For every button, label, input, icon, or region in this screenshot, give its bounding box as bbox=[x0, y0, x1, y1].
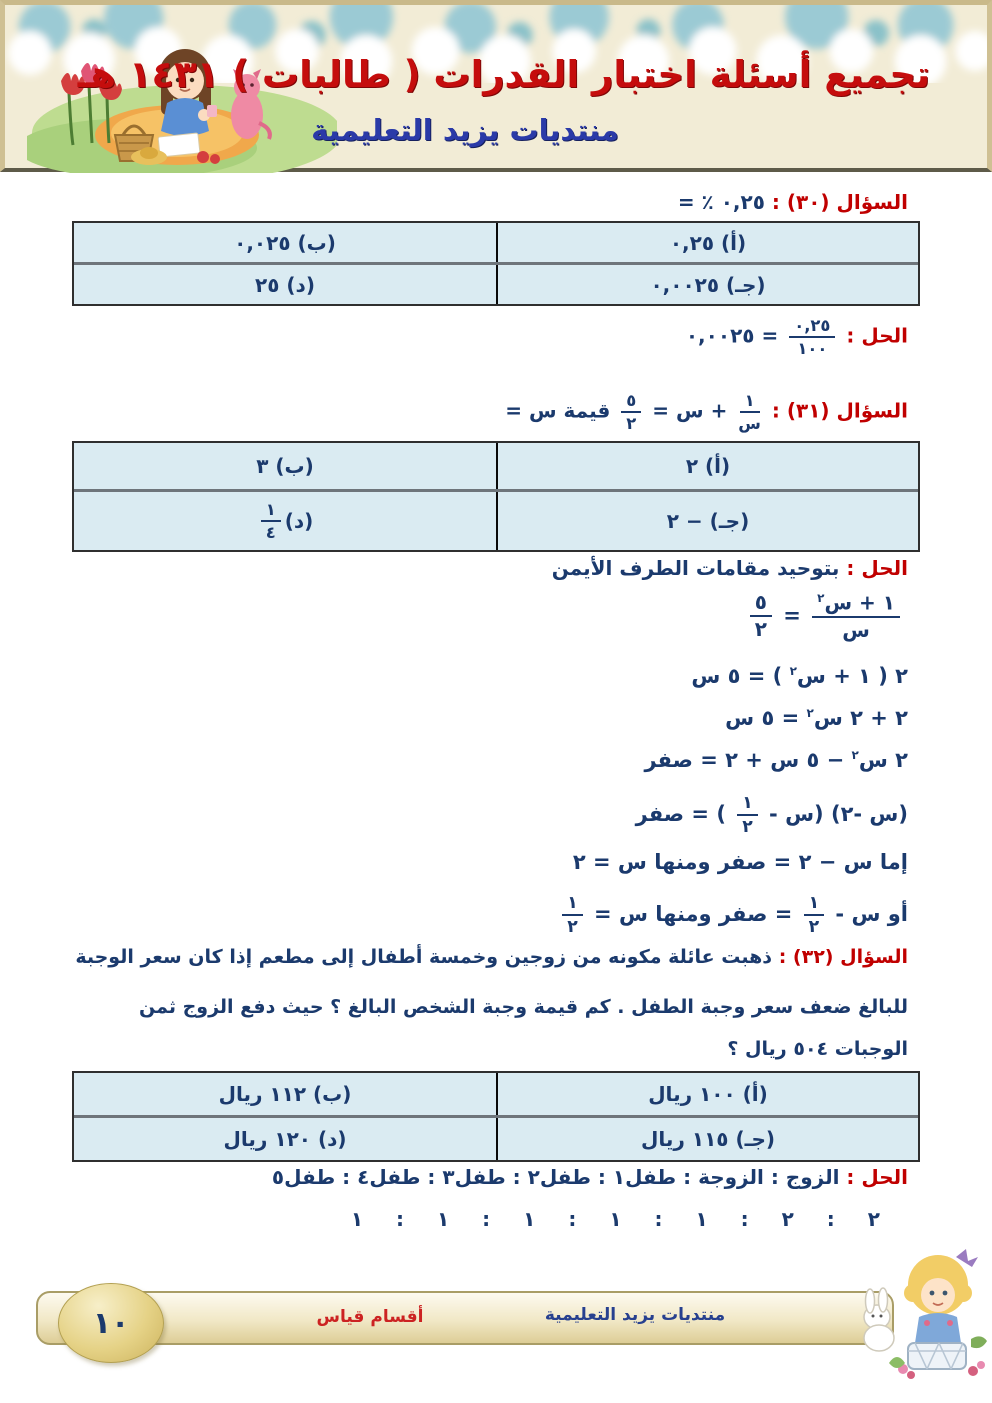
bunny bbox=[864, 1288, 894, 1351]
solution-32: الحل : الزوج : الزوجة : طفل١ : طفل٢ : طفل٣ : طفل٤ : طفل٥ bbox=[271, 1165, 908, 1189]
solution-31-header bbox=[552, 556, 908, 580]
solution-31-eq2: ٢ ( ١ + س$^٢$ ) = ٥ س bbox=[691, 664, 908, 688]
fraction: $\frac{١}{٢}$ bbox=[737, 794, 758, 836]
footer-section-label: أقسام قياس bbox=[316, 1307, 424, 1327]
footer-site-label: منتديات يزيد التعليمية bbox=[544, 1305, 726, 1325]
page-subtitle: منتديات يزيد التعليمية bbox=[311, 113, 619, 147]
girl bbox=[904, 1249, 978, 1347]
answers-table-q31 bbox=[72, 441, 920, 552]
solution-31-eq7: أو س - $\frac{١}{٢}$ = صفر ومنها س = $\frac{١}{٢}$ bbox=[558, 894, 908, 936]
option-d: (د) ١٢٠ ريال bbox=[74, 1118, 496, 1160]
fraction: $\frac{١ + س^٢}{\text{س}}$ bbox=[812, 592, 900, 641]
option-c: (جـ) − ٢ bbox=[496, 492, 918, 550]
fraction: $\frac{١}{\text{س}}$ bbox=[738, 391, 761, 434]
option-b: (ب) ١١٢ ريال bbox=[74, 1073, 496, 1115]
question-32-line3: الوجبات ٥٠٤ ريال ؟ bbox=[727, 1038, 908, 1060]
solution-32-ratio: ٢ : ٢ : ١ : ١ : ١ : ١ : ١ bbox=[350, 1207, 880, 1231]
solution-31-label: الحل : bbox=[846, 556, 908, 580]
page-number-badge bbox=[58, 1283, 164, 1363]
page-title: تجميع أسئلة اختبار القدرات ( طالبات ) ١٤٣١ هـ bbox=[77, 53, 930, 96]
question-32-label: السؤال (٣٢) : bbox=[778, 946, 908, 968]
fraction: $\frac{١}{٢}$ bbox=[562, 894, 583, 936]
option-c: (جـ) ١١٥ ريال bbox=[496, 1118, 918, 1160]
solution-30-label: الحل : bbox=[846, 323, 908, 348]
solution-30 bbox=[686, 317, 908, 357]
question-30-label: السؤال (٣٠) : bbox=[771, 190, 908, 214]
fraction: $\frac{١}{٢}$ bbox=[804, 894, 825, 936]
fraction: $\frac{٥}{٢}$ bbox=[621, 392, 641, 432]
footer-girl-illustration bbox=[853, 1243, 992, 1383]
question-31 bbox=[505, 392, 908, 432]
solution-32-label: الحل : bbox=[846, 1165, 908, 1189]
question-31-label: السؤال (٣١) : bbox=[771, 398, 908, 423]
option-c: (جـ) ٠,٠٠٢٥ bbox=[496, 265, 918, 304]
question-30-text: ٠,٢٥ ٪ = bbox=[677, 190, 765, 214]
question-32-line1: السؤال (٣٢) : ذهبت عائلة مكونه من زوجين وخمسة أطفال إلى مطعم إذا كان سعر الوجبة bbox=[75, 946, 908, 968]
solution-31-method: بتوحيد مقامات الطرف الأيمن bbox=[551, 556, 840, 580]
question-32-line2: للبالغ ضعف سعر وجبة الطفل . كم قيمة وجبة الشخص البالغ ؟ حيث دفع الزوج ثمن bbox=[139, 996, 908, 1018]
fraction: $\frac{١}{٤}$ bbox=[261, 501, 281, 541]
option-a: (أ) ٠,٢٥ bbox=[496, 223, 918, 262]
fraction: $\frac{٥}{٢}$ bbox=[750, 592, 772, 640]
answers-table-q32 bbox=[72, 1071, 920, 1162]
solution-31-eq5: (س -٢) (س - $\frac{١}{٢}$ ) = صفر bbox=[635, 793, 908, 838]
option-d: (د) $\frac{١}{٤}$ bbox=[74, 492, 496, 550]
fraction: $\frac{٠,٢٥}{١٠٠}$ bbox=[789, 317, 835, 357]
solution-31-eq6: إما س − ٢ = صفر ومنها س = ٢ bbox=[572, 850, 908, 874]
equals-sign: = bbox=[783, 603, 801, 628]
solution-31-eq3: ٢ + ٢ س$^٢$ = ٥ س bbox=[725, 706, 908, 730]
question-31-tail: قيمة س = bbox=[505, 398, 611, 423]
picnic-girl-illustration bbox=[27, 23, 337, 173]
page-number: ١٠ bbox=[92, 1305, 130, 1341]
option-a: (أ) ٢ bbox=[496, 443, 918, 489]
solution-30-result: = ٠,٠٠٢٥ bbox=[685, 323, 779, 348]
option-a: (أ) ١٠٠ ريال bbox=[496, 1073, 918, 1115]
page-header bbox=[0, 0, 992, 172]
answers-table-q30 bbox=[72, 221, 920, 306]
solution-31-eq4: ٢ س$^٢$ − ٥ س + ٢ = صفر bbox=[644, 748, 908, 772]
option-b: (ب) ٠,٠٢٥ bbox=[74, 223, 496, 262]
option-d: (د) ٢٥ bbox=[74, 265, 496, 304]
question-30 bbox=[678, 190, 908, 214]
option-b: (ب) ٣ bbox=[74, 443, 496, 489]
footer-bar bbox=[36, 1291, 894, 1345]
solution-31-eq1 bbox=[746, 592, 904, 641]
question-31-mid: + س = bbox=[652, 398, 728, 423]
drum bbox=[908, 1343, 966, 1369]
